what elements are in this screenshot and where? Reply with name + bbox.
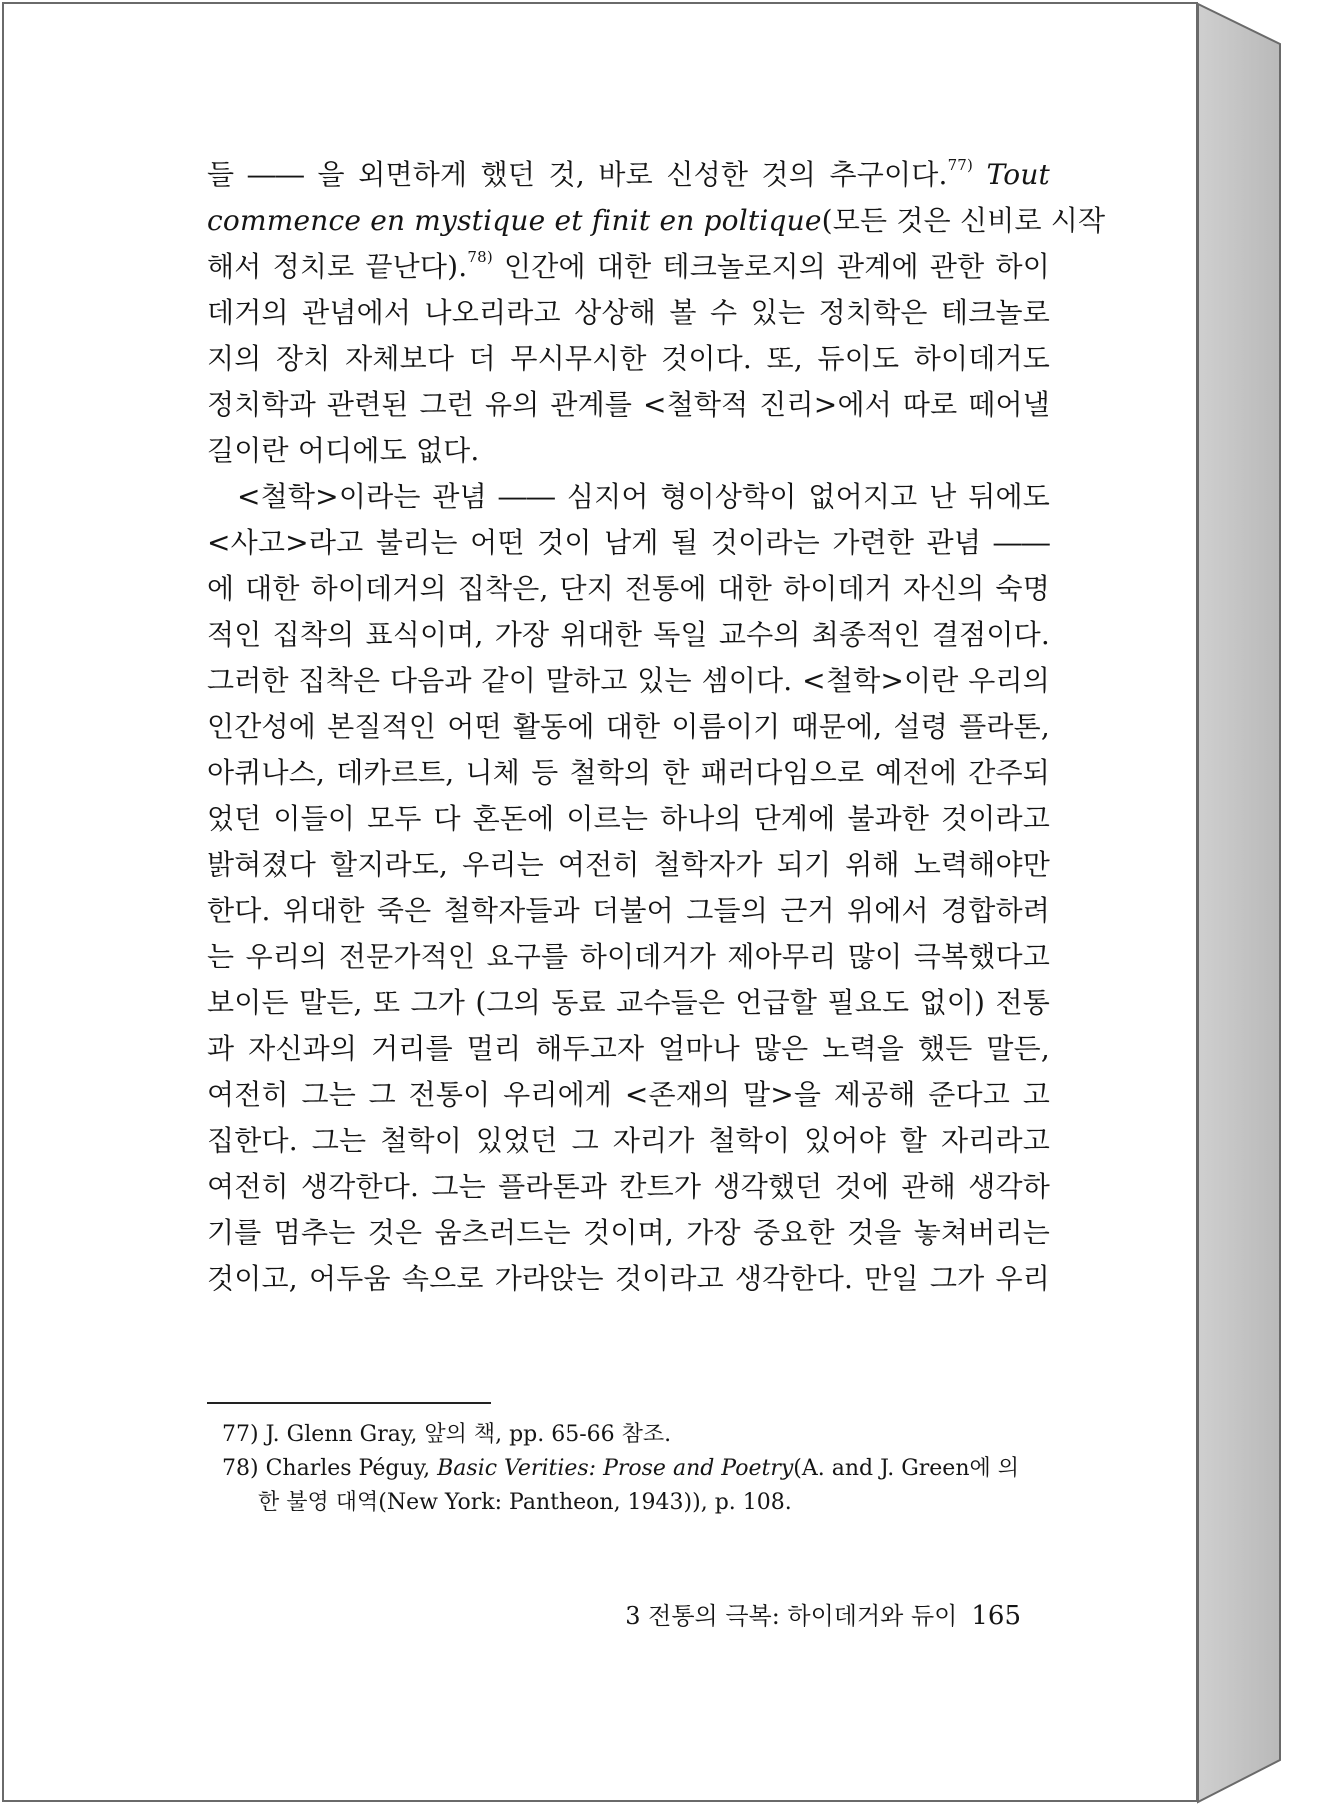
line-text: 길이란 어디에도 없다. [207, 434, 480, 467]
running-head: 3 전통의 극복: 하이데거와 듀이 [625, 1602, 958, 1630]
body-line [207, 520, 1050, 566]
line-text: 었던 이들이 모두 다 혼돈에 이르는 하나의 단계에 불과한 것이라고 [207, 802, 1050, 835]
line-text: 기를 멈추는 것은 움츠러드는 것이며, 가장 중요한 것을 놓쳐버리는 [207, 1216, 1050, 1249]
line-text: 한다. 위대한 죽은 철학자들과 더불어 그들의 근거 위에서 경합하려 [207, 894, 1050, 927]
footnote-77 [222, 1418, 1050, 1452]
footnote-78-title: Basic Verities: Prose and Poetry [437, 1456, 794, 1481]
body-line [207, 1118, 1050, 1164]
line-text: 는 우리의 전문가적인 요구를 하이데거가 제아무리 많이 극복했다고 [207, 940, 1050, 973]
body-line [207, 474, 1050, 520]
line-text: 해서 정치로 끝난다). [207, 250, 468, 283]
footnotes [222, 1418, 1050, 1520]
line-text: 여전히 생각한다. 그는 플라톤과 칸트가 생각했던 것에 관해 생각하 [207, 1170, 1050, 1203]
line-text: 적인 집착의 표식이며, 가장 위대한 독일 교수의 최종적인 결점이다. [207, 618, 1050, 651]
body-line [207, 1026, 1050, 1072]
line-text: 에 대한 하이데거의 집착은, 단지 전통에 대한 하이데거 자신의 숙명 [207, 572, 1050, 605]
body-line [207, 1210, 1050, 1256]
footnote-77-text: 77) J. Glenn Gray, 앞의 책, pp. 65-66 참조. [222, 1422, 672, 1447]
italic-text: commence en mystique et finit en poltique [207, 204, 822, 237]
body-line [207, 612, 1050, 658]
line-text: 여전히 그는 그 전통이 우리에게 <존재의 말>을 제공해 준다고 고 [207, 1078, 1050, 1111]
body-line [207, 428, 1050, 474]
body-line [207, 980, 1050, 1026]
footnote-ref: 78) [467, 248, 493, 266]
italic-text: Tout [973, 158, 1050, 191]
body-line [207, 750, 1050, 796]
line-text: <사고>라고 불리는 어떤 것이 남게 될 것이라는 가련한 관념 ―― [207, 526, 1050, 559]
line-text: 들 ―― 을 외면하게 했던 것, 바로 신성한 것의 추구이다. [207, 158, 948, 191]
line-text: 집한다. 그는 철학이 있었던 그 자리가 철학이 있어야 할 자리라고 [207, 1124, 1050, 1157]
page-footer [625, 1596, 1021, 1631]
body-line [207, 1256, 1050, 1302]
body-line [207, 198, 1106, 244]
body-line [207, 244, 1050, 290]
line-text: 정치학과 관련된 그런 유의 관계를 <철학적 진리>에서 따로 떼어낼 [207, 388, 1050, 421]
line-text: 데거의 관념에서 나오리라고 상상해 볼 수 있는 정치학은 테크놀로 [207, 296, 1050, 329]
line-text: 지의 장치 자체보다 더 무시무시한 것이다. 또, 듀이도 하이데거도 [207, 342, 1050, 375]
footnote-78-lead: 78) Charles Péguy, [222, 1456, 438, 1481]
line-text: 밝혀졌다 할지라도, 우리는 여전히 철학자가 되기 위해 노력해야만 [207, 848, 1050, 881]
line-text: 아퀴나스, 데카르트, 니체 등 철학의 한 패러다임으로 예전에 간주되 [207, 756, 1050, 789]
line-text: 인간성에 본질적인 어떤 활동에 대한 이름이기 때문에, 설령 플라톤, [207, 710, 1050, 743]
footnote-rule [207, 1402, 491, 1404]
line-text: 것이고, 어두움 속으로 가라앉는 것이라고 생각한다. 만일 그가 우리 [207, 1262, 1050, 1295]
body-line [207, 290, 1050, 336]
body-line [207, 658, 1050, 704]
page-number: 165 [971, 1601, 1021, 1631]
body-text [207, 152, 1106, 1302]
footnote-78-cont-text: 한 불영 대역(New York: Pantheon, 1943)), p. 108. [258, 1490, 792, 1515]
body-line [207, 842, 1050, 888]
line-text: 인간에 대한 테크놀로지의 관계에 관한 하이 [492, 250, 1050, 283]
footnote-78-continuation [222, 1486, 1050, 1520]
body-line [207, 796, 1050, 842]
body-line [207, 152, 1050, 198]
body-line [207, 336, 1050, 382]
line-text: 그러한 집착은 다음과 같이 말하고 있는 셈이다. <철학>이란 우리의 [207, 664, 1050, 697]
body-line [207, 566, 1050, 612]
line-text: 과 자신과의 거리를 멀리 해두고자 얼마나 많은 노력을 했든 말든, [207, 1032, 1050, 1065]
footnote-78 [222, 1452, 1050, 1486]
body-line [207, 1164, 1050, 1210]
line-text: 보이든 말든, 또 그가 (그의 동료 교수들은 언급할 필요도 없이) 전통 [207, 986, 1050, 1019]
body-line [207, 1072, 1050, 1118]
body-line [207, 382, 1050, 428]
footnote-ref: 77) [947, 156, 974, 174]
body-line [207, 888, 1050, 934]
body-line [207, 704, 1050, 750]
line-text: <철학>이라는 관념 ―― 심지어 형이상학이 없어지고 난 뒤에도 [237, 480, 1050, 513]
line-text: (모든 것은 신비로 시작 [821, 204, 1106, 237]
footnote-78-tail: (A. and J. Green에 의 [793, 1456, 1019, 1481]
body-line [207, 934, 1050, 980]
